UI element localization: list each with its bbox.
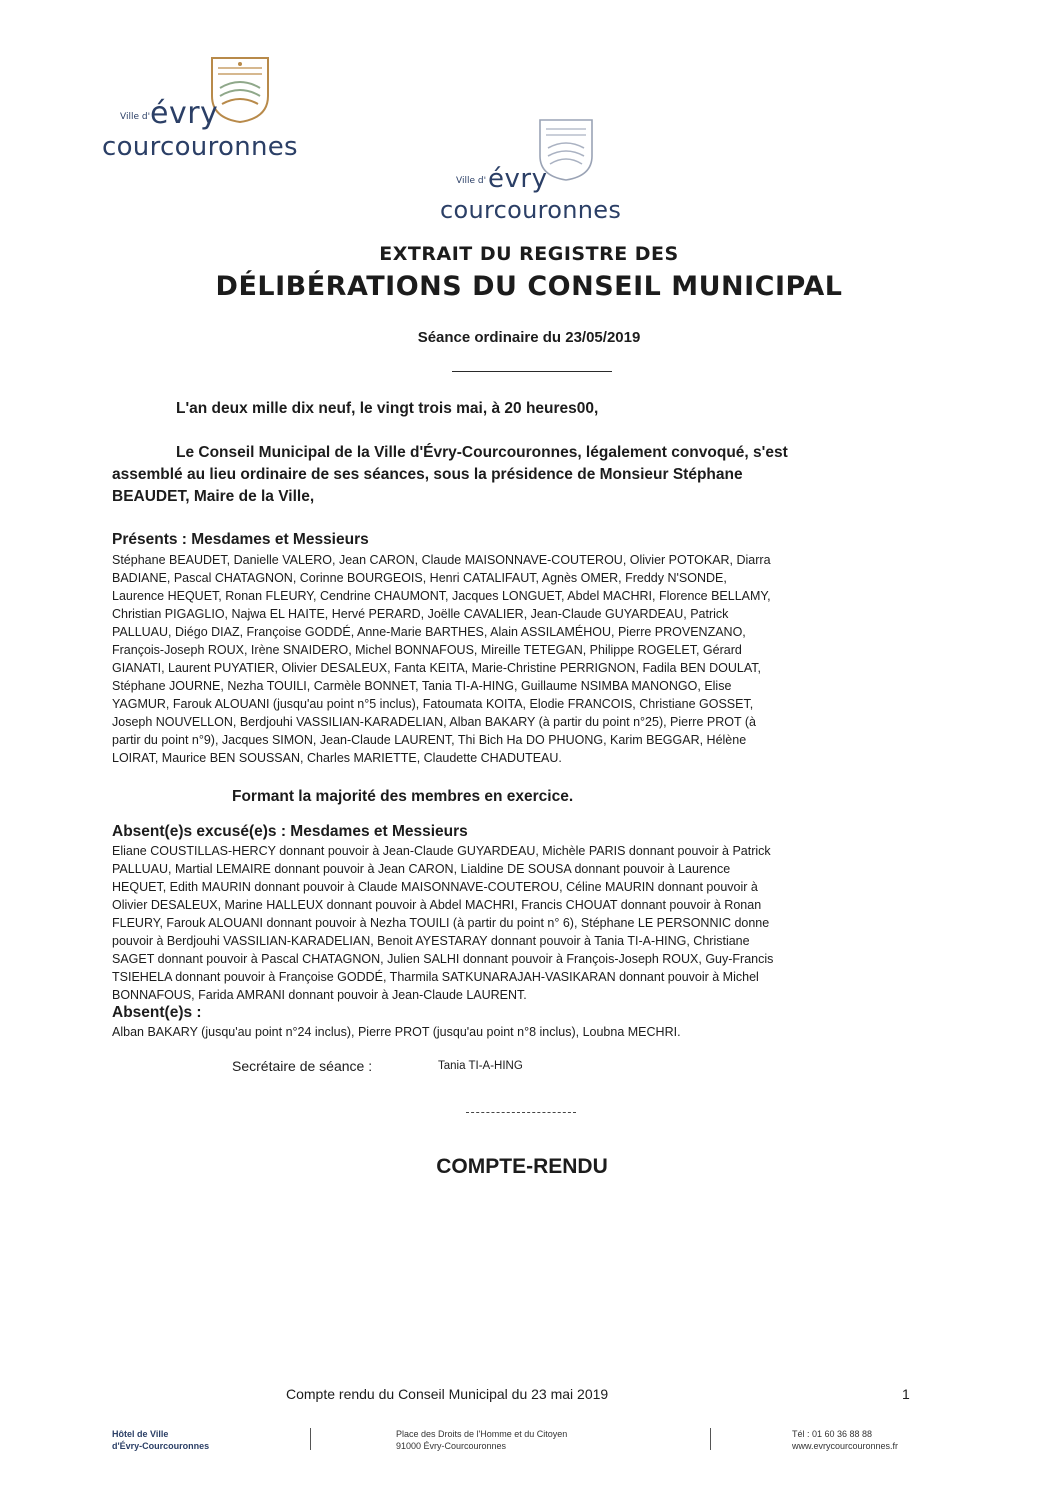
list-item: partir du point n°9), Jacques SIMON, Jean-Claude LAURENT, Thi Bich Ha DO PHUONG, Karim BEGGAR, Hélène (112, 733, 747, 747)
logo2-city-line1: évry (488, 164, 548, 194)
list-item: Joseph NOUVELLON, Berdjouhi VASSILIAN-KARADELIAN, Alban BAKARY (à partir du point n°25), Pierre PROT (à (112, 715, 756, 729)
list-item: pouvoir à Berdjouhi VASSILIAN-KARADELIAN, Benoit AYESTARAY donnant pouvoir à Tania TI-A-HING, Christiane (112, 934, 750, 948)
seance-date: Séance ordinaire du 23/05/2019 (417, 329, 641, 346)
list-item: Eliane COUSTILLAS-HERCY donnant pouvoir à Jean-Claude GUYARDEAU, Michèle PARIS donnant pouvoir à Patrick (112, 844, 771, 858)
list-item: PALLUAU, Martial LEMAIRE donnant pouvoir à Jean CARON, Lialdine DE SOUSA donnant pouvoir à Laurence (112, 862, 731, 876)
list-item: Stéphane JOURNE, Nezha TOUILI, Carmèle BONNET, Tania TI-A-HING, Guillaume NSIMBA MANONGO, Elise (112, 679, 732, 693)
list-item: SAGET donnant pouvoir à Pascal CHATAGNON, Julien SALHI donnant pouvoir à François-Joseph ROUX, Guy-Francis (112, 952, 774, 966)
list-item: BONNAFOUS, Farida AMRANI donnant pouvoir à Jean-Claude LAURENT. (112, 988, 527, 1002)
separator-rule (452, 371, 612, 372)
footer-org-line2: d'Évry-Courcouronnes (112, 1441, 210, 1451)
list-item: Olivier DESALEUX, Marine HALLEUX donnant pouvoir à Abdel MACHRI, Francis CHOUAT donnant pouvoir à Ronan (112, 898, 762, 912)
date-line: L'an deux mille dix neuf, le vingt trois mai, à 20 heures00, (176, 400, 599, 417)
assembly-line-3: BEAUDET, Maire de la Ville, (112, 488, 315, 505)
footer-org-line1: Hôtel de Ville (112, 1429, 169, 1439)
logo-city-line1: évry (150, 96, 219, 131)
logo2-prefix: Ville d' (456, 176, 487, 186)
list-item: François-Joseph ROUX, Irène SNAIDERO, Michel BONNAFOUS, Mireille TETEGAN, Philippe ROGELET, Gérard (112, 643, 742, 657)
list-item: Christian PIGAGLIO, Najwa EL HAITE, Hervé PERARD, Joëlle CAVALIER, Jean-Claude GUYARDEAU, Patrick (112, 607, 729, 621)
majorite-line: Formant la majorité des membres en exercice. (232, 788, 574, 805)
list-item: PALLUAU, Diégo DIAZ, Françoise GODDÉ, Anne-Marie BARTHES, Alain ASSILAMÉHOU, Pierre PROVENZANO, (112, 625, 746, 639)
logo-primary (100, 52, 300, 167)
footer-web: www.evrycourcouronnes.fr (792, 1441, 899, 1451)
title-line1: EXTRAIT DU REGISTRE DES (379, 243, 679, 265)
list-item: TSIEHELA donnant pouvoir à Françoise GODDÉ, Tharmila SATKUNARAJAH-VASIKARAN donnant pouvoir à Michel (112, 970, 759, 984)
list-item: GIANATI, Laurent PUYATIER, Olivier DESALEUX, Fanta KEITA, Marie-Christine PERRIGNON, Fadila BEN DOULAT, (112, 661, 762, 675)
separator-rule-2 (466, 1112, 576, 1113)
absents-heading: Absent(e)s : (112, 1004, 202, 1021)
excuses-heading: Absent(e)s excusé(e)s : Mesdames et Messieurs (112, 823, 468, 840)
page-title: DÉLIBÉRATIONS DU CONSEIL MUNICIPAL (215, 271, 843, 302)
assembly-line-2: assemblé au lieu ordinaire de ses séances, sous la présidence de Monsieur Stéphane (112, 466, 743, 483)
list-item: FLEURY, Farouk ALOUANI donnant pouvoir à Nezha TOUILI (à partir du point n° 6), Stéphane LE PERSONNIC donne (112, 916, 770, 930)
list-item: YAGMUR, Farouk ALOUANI (jusqu'au point n°5 inclus), Fatoumata KOITA, Elodie FRANCOIS, Christiane GOSSET, (112, 697, 754, 711)
footer-address-line2: 91000 Évry-Courcouronnes (396, 1441, 507, 1451)
footer-address (396, 1428, 567, 1452)
secretaire-label: Secrétaire de séance : (232, 1058, 373, 1074)
presents-list (112, 551, 952, 767)
list-item: HEQUET, Edith MAURIN donnant pouvoir à Claude MAISONNAVE-COUTEROU, Céline MAURIN donnant pouvoir à (112, 880, 758, 894)
footer-divider-1 (310, 1428, 311, 1450)
logo-prefix: Ville d' (120, 112, 151, 122)
list-item: Stéphane BEAUDET, Danielle VALERO, Jean CARON, Claude MAISONNAVE-COUTEROU, Olivier POTOKAR, Diarra (112, 553, 771, 567)
list-item: LOIRAT, Maurice BEN SOUSSAN, Charles MARIETTE, Claudette CHADUTEAU. (112, 751, 562, 765)
footer-caption: Compte rendu du Conseil Municipal du 23 mai 2019 (286, 1386, 609, 1402)
list-item: Laurence HEQUET, Ronan FLEURY, Cendrine CHAUMONT, Jacques LONGUET, Abdel MACHRI, Florence BELLAMY, (112, 589, 771, 603)
logo-secondary (432, 116, 632, 228)
secretaire-name: Tania TI-A-HING (438, 1060, 523, 1072)
absents-line: Alban BAKARY (jusqu'au point n°24 inclus), Pierre PROT (jusqu'au point n°8 inclus), Loubna MECHRI. (112, 1025, 681, 1039)
logo-city-line2: courcouronnes (102, 132, 298, 162)
footer-tel: Tél : 01 60 36 88 88 (792, 1429, 873, 1439)
assembly-line-1: Le Conseil Municipal de la Ville d'Évry-Courcouronnes, légalement convoqué, s'est (176, 444, 788, 461)
compte-rendu-heading: COMPTE-RENDU (436, 1155, 608, 1178)
footer-org (112, 1428, 209, 1452)
page-number: 1 (902, 1386, 910, 1402)
presents-heading: Présents : Mesdames et Messieurs (112, 531, 369, 548)
list-item: BADIANE, Pascal CHATAGNON, Corinne BOURGEOIS, Henri CATALIFAUT, Agnès OMER, Freddy N'SONDE, (112, 571, 727, 585)
footer-address-line1: Place des Droits de l'Homme et du Citoyen (396, 1429, 568, 1439)
logo2-city-line2: courcouronnes (440, 196, 622, 224)
footer-contact (792, 1428, 898, 1452)
footer-divider-2 (710, 1428, 711, 1450)
excuses-list (112, 842, 952, 1004)
